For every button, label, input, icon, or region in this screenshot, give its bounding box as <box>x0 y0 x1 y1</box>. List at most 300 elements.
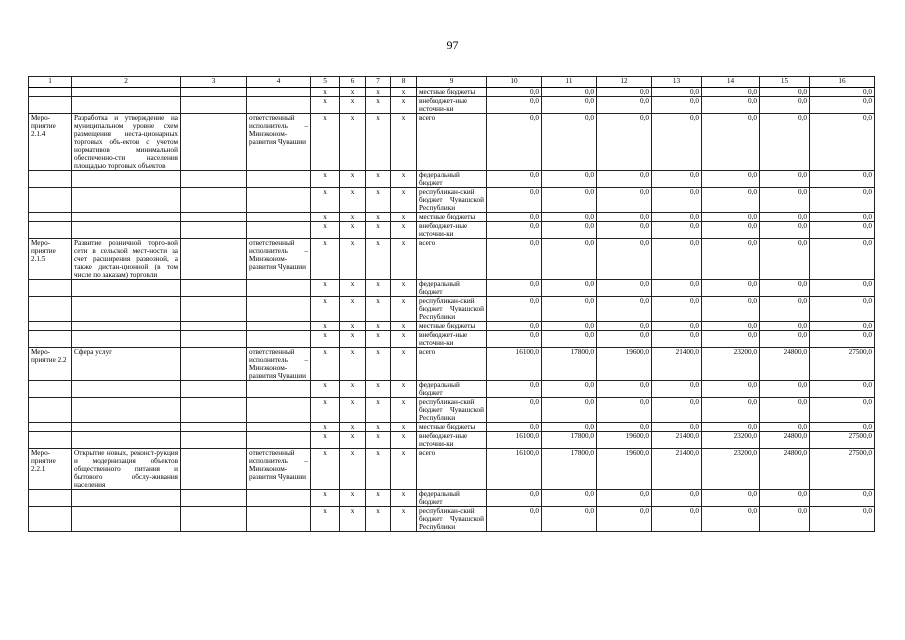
mark-cell: x <box>391 490 417 507</box>
value-cell: 0,0 <box>597 507 652 532</box>
funding-source: местные бюджеты <box>417 322 487 331</box>
value-cell: 0,0 <box>652 297 702 322</box>
measure-name <box>72 213 181 222</box>
measure-code <box>29 381 72 398</box>
value-cell: 0,0 <box>702 423 760 432</box>
column-header: 6 <box>340 77 366 88</box>
funding-source: внебюджет-ные источни-ки <box>417 97 487 114</box>
table-row <box>29 171 875 188</box>
value-cell: 0,0 <box>760 398 810 423</box>
mark-cell: x <box>391 97 417 114</box>
value-cell: 0,0 <box>760 97 810 114</box>
funding-source: местные бюджеты <box>417 423 487 432</box>
value-cell: 0,0 <box>652 88 702 97</box>
value-cell: 0,0 <box>487 331 542 348</box>
value-cell: 27500,0 <box>810 449 875 490</box>
column-header: 11 <box>542 77 597 88</box>
measure-code <box>29 280 72 297</box>
table-row <box>29 297 875 322</box>
measure-name <box>72 297 181 322</box>
funding-source: всего <box>417 239 487 280</box>
value-cell: 16100,0 <box>487 432 542 449</box>
col3-cell <box>181 449 247 490</box>
value-cell: 21400,0 <box>652 449 702 490</box>
table-row <box>29 331 875 348</box>
col3-cell <box>181 213 247 222</box>
value-cell: 0,0 <box>810 280 875 297</box>
column-header: 4 <box>247 77 311 88</box>
value-cell: 0,0 <box>542 114 597 171</box>
value-cell: 0,0 <box>810 423 875 432</box>
mark-cell: x <box>366 490 391 507</box>
value-cell: 0,0 <box>542 297 597 322</box>
funding-source: внебюджет-ные источни-ки <box>417 222 487 239</box>
value-cell: 0,0 <box>487 398 542 423</box>
measure-code <box>29 222 72 239</box>
mark-cell: x <box>366 88 391 97</box>
mark-cell: x <box>340 381 366 398</box>
mark-cell: x <box>311 114 340 171</box>
value-cell: 0,0 <box>597 88 652 97</box>
value-cell: 24800,0 <box>760 348 810 381</box>
value-cell: 0,0 <box>760 171 810 188</box>
mark-cell: x <box>366 188 391 213</box>
value-cell: 0,0 <box>760 490 810 507</box>
measure-code: Меро-приятие 2.2.1 <box>29 449 72 490</box>
measure-name <box>72 171 181 188</box>
value-cell: 0,0 <box>652 222 702 239</box>
value-cell: 0,0 <box>760 222 810 239</box>
value-cell: 0,0 <box>810 490 875 507</box>
mark-cell: x <box>340 280 366 297</box>
measure-code <box>29 490 72 507</box>
value-cell: 0,0 <box>487 239 542 280</box>
value-cell: 0,0 <box>702 322 760 331</box>
measure-code <box>29 88 72 97</box>
measure-code <box>29 398 72 423</box>
measure-code <box>29 507 72 532</box>
value-cell: 0,0 <box>487 297 542 322</box>
value-cell: 0,0 <box>597 114 652 171</box>
value-cell: 0,0 <box>702 280 760 297</box>
value-cell: 23200,0 <box>702 449 760 490</box>
measure-name <box>72 423 181 432</box>
value-cell: 0,0 <box>487 490 542 507</box>
executor-cell: ответственный исполнитель – Минэконом-развития Чувашии <box>247 449 311 490</box>
value-cell: 21400,0 <box>652 432 702 449</box>
col3-cell <box>181 381 247 398</box>
measure-code <box>29 423 72 432</box>
mark-cell: x <box>366 322 391 331</box>
mark-cell: x <box>391 507 417 532</box>
value-cell: 0,0 <box>597 222 652 239</box>
value-cell: 16100,0 <box>487 348 542 381</box>
value-cell: 0,0 <box>652 398 702 423</box>
value-cell: 0,0 <box>652 171 702 188</box>
value-cell: 0,0 <box>487 188 542 213</box>
col3-cell <box>181 423 247 432</box>
mark-cell: x <box>340 213 366 222</box>
value-cell: 0,0 <box>652 331 702 348</box>
mark-cell: x <box>340 432 366 449</box>
mark-cell: x <box>366 239 391 280</box>
value-cell: 0,0 <box>810 381 875 398</box>
executor-cell <box>247 213 311 222</box>
mark-cell: x <box>340 398 366 423</box>
measure-code <box>29 322 72 331</box>
value-cell: 0,0 <box>487 222 542 239</box>
mark-cell: x <box>366 423 391 432</box>
value-cell: 0,0 <box>542 490 597 507</box>
value-cell: 0,0 <box>542 213 597 222</box>
funding-source: федеральный бюджет <box>417 171 487 188</box>
value-cell: 0,0 <box>652 381 702 398</box>
column-header: 7 <box>366 77 391 88</box>
value-cell: 0,0 <box>810 88 875 97</box>
value-cell: 0,0 <box>760 297 810 322</box>
value-cell: 0,0 <box>487 171 542 188</box>
col3-cell <box>181 297 247 322</box>
measure-name <box>72 88 181 97</box>
table-row <box>29 432 875 449</box>
value-cell: 16100,0 <box>487 449 542 490</box>
measure-name: Открытие новых, реконст-рукция и модернизация объектов общественного питания и бытового обслу-живания населения <box>72 449 181 490</box>
value-cell: 19600,0 <box>597 432 652 449</box>
col3-cell <box>181 507 247 532</box>
value-cell: 0,0 <box>542 331 597 348</box>
col3-cell <box>181 398 247 423</box>
mark-cell: x <box>391 348 417 381</box>
mark-cell: x <box>366 331 391 348</box>
measure-name <box>72 188 181 213</box>
mark-cell: x <box>340 423 366 432</box>
executor-cell: ответственный исполнитель – Минэконом-развития Чувашии <box>247 239 311 280</box>
value-cell: 0,0 <box>702 381 760 398</box>
value-cell: 0,0 <box>760 114 810 171</box>
table-row <box>29 348 875 381</box>
mark-cell: x <box>340 114 366 171</box>
funding-source: федеральный бюджет <box>417 381 487 398</box>
column-header: 13 <box>652 77 702 88</box>
mark-cell: x <box>391 449 417 490</box>
value-cell: 0,0 <box>702 297 760 322</box>
measure-code: Меро-приятие 2.1.4 <box>29 114 72 171</box>
measure-code <box>29 171 72 188</box>
mark-cell: x <box>366 507 391 532</box>
funding-source: всего <box>417 114 487 171</box>
value-cell: 19600,0 <box>597 348 652 381</box>
mark-cell: x <box>311 297 340 322</box>
value-cell: 0,0 <box>652 213 702 222</box>
mark-cell: x <box>366 222 391 239</box>
mark-cell: x <box>311 213 340 222</box>
executor-cell <box>247 297 311 322</box>
measure-name <box>72 432 181 449</box>
col3-cell <box>181 280 247 297</box>
funding-source: всего <box>417 449 487 490</box>
mark-cell: x <box>311 222 340 239</box>
col3-cell <box>181 188 247 213</box>
mark-cell: x <box>366 171 391 188</box>
value-cell: 0,0 <box>810 188 875 213</box>
table-row <box>29 490 875 507</box>
mark-cell: x <box>311 398 340 423</box>
executor-cell <box>247 322 311 331</box>
executor-cell <box>247 188 311 213</box>
column-header: 16 <box>810 77 875 88</box>
mark-cell: x <box>391 171 417 188</box>
value-cell: 0,0 <box>652 423 702 432</box>
value-cell: 0,0 <box>542 239 597 280</box>
measure-name <box>72 381 181 398</box>
table-row <box>29 381 875 398</box>
mark-cell: x <box>340 188 366 213</box>
mark-cell: x <box>366 449 391 490</box>
value-cell: 0,0 <box>652 114 702 171</box>
measure-code <box>29 97 72 114</box>
value-cell: 0,0 <box>760 322 810 331</box>
value-cell: 0,0 <box>542 381 597 398</box>
measure-name <box>72 507 181 532</box>
col3-cell <box>181 97 247 114</box>
value-cell: 0,0 <box>597 398 652 423</box>
measure-code: Меро-приятие 2.2 <box>29 348 72 381</box>
funding-source: республикан-ский бюджет Чувашской Республики <box>417 507 487 532</box>
mark-cell: x <box>391 432 417 449</box>
mark-cell: x <box>311 88 340 97</box>
funding-source: федеральный бюджет <box>417 280 487 297</box>
mark-cell: x <box>340 97 366 114</box>
column-header: 10 <box>487 77 542 88</box>
mark-cell: x <box>366 432 391 449</box>
executor-cell <box>247 490 311 507</box>
mark-cell: x <box>340 171 366 188</box>
value-cell: 24800,0 <box>760 432 810 449</box>
value-cell: 0,0 <box>597 280 652 297</box>
measure-name <box>72 322 181 331</box>
value-cell: 0,0 <box>810 322 875 331</box>
mark-cell: x <box>311 381 340 398</box>
measure-code: Меро-приятие 2.1.5 <box>29 239 72 280</box>
value-cell: 0,0 <box>597 322 652 331</box>
executor-cell <box>247 97 311 114</box>
mark-cell: x <box>340 297 366 322</box>
mark-cell: x <box>311 97 340 114</box>
column-header: 12 <box>597 77 652 88</box>
value-cell: 0,0 <box>652 239 702 280</box>
value-cell: 23200,0 <box>702 348 760 381</box>
mark-cell: x <box>391 381 417 398</box>
value-cell: 0,0 <box>702 490 760 507</box>
value-cell: 0,0 <box>702 171 760 188</box>
col3-cell <box>181 490 247 507</box>
page-number: 97 <box>446 38 459 52</box>
value-cell: 0,0 <box>597 423 652 432</box>
measure-name: Сфера услуг <box>72 348 181 381</box>
value-cell: 19600,0 <box>597 449 652 490</box>
value-cell: 0,0 <box>702 398 760 423</box>
executor-cell <box>247 432 311 449</box>
measure-code <box>29 297 72 322</box>
value-cell: 0,0 <box>652 490 702 507</box>
value-cell: 0,0 <box>702 188 760 213</box>
mark-cell: x <box>311 331 340 348</box>
value-cell: 0,0 <box>597 188 652 213</box>
funding-source: внебюджет-ные источни-ки <box>417 432 487 449</box>
value-cell: 0,0 <box>810 97 875 114</box>
measure-name <box>72 490 181 507</box>
col3-cell <box>181 222 247 239</box>
value-cell: 0,0 <box>702 114 760 171</box>
mark-cell: x <box>391 213 417 222</box>
value-cell: 0,0 <box>760 188 810 213</box>
value-cell: 0,0 <box>652 280 702 297</box>
value-cell: 0,0 <box>810 239 875 280</box>
value-cell: 0,0 <box>487 322 542 331</box>
value-cell: 0,0 <box>652 322 702 331</box>
executor-cell: ответственный исполнитель – Минэконом-развития Чувашии <box>247 114 311 171</box>
mark-cell: x <box>311 239 340 280</box>
value-cell: 0,0 <box>542 97 597 114</box>
header-row <box>29 77 875 88</box>
table-row <box>29 188 875 213</box>
value-cell: 0,0 <box>760 507 810 532</box>
value-cell: 0,0 <box>760 381 810 398</box>
column-header: 5 <box>311 77 340 88</box>
value-cell: 0,0 <box>810 297 875 322</box>
measure-code <box>29 331 72 348</box>
executor-cell <box>247 423 311 432</box>
mark-cell: x <box>366 297 391 322</box>
value-cell: 0,0 <box>542 88 597 97</box>
measure-name: Разработка и утверждение на муниципальном уровне схем размещения неста-ционарных торговых объ-ектов с учетом нормативов минимальной обеспеченно-сти населения площадью торговых объектов <box>72 114 181 171</box>
measure-code <box>29 188 72 213</box>
column-header: 1 <box>29 77 72 88</box>
value-cell: 0,0 <box>652 188 702 213</box>
mark-cell: x <box>391 331 417 348</box>
table-row <box>29 280 875 297</box>
value-cell: 0,0 <box>542 398 597 423</box>
value-cell: 0,0 <box>597 171 652 188</box>
value-cell: 0,0 <box>487 507 542 532</box>
value-cell: 0,0 <box>487 423 542 432</box>
value-cell: 0,0 <box>487 97 542 114</box>
mark-cell: x <box>311 171 340 188</box>
mark-cell: x <box>311 449 340 490</box>
mark-cell: x <box>391 88 417 97</box>
value-cell: 0,0 <box>597 97 652 114</box>
value-cell: 0,0 <box>542 322 597 331</box>
mark-cell: x <box>340 490 366 507</box>
funding-source: республикан-ский бюджет Чувашской Республики <box>417 398 487 423</box>
value-cell: 0,0 <box>702 222 760 239</box>
value-cell: 17800,0 <box>542 348 597 381</box>
mark-cell: x <box>366 398 391 423</box>
mark-cell: x <box>311 507 340 532</box>
mark-cell: x <box>391 239 417 280</box>
value-cell: 0,0 <box>810 398 875 423</box>
executor-cell <box>247 171 311 188</box>
col3-cell <box>181 88 247 97</box>
value-cell: 0,0 <box>702 88 760 97</box>
measure-name: Развитие розничной торго-вой сети в сельской мест-ности за счет расширения развозной, а также дистан-ционной (в том числе по заказам) торговли <box>72 239 181 280</box>
col3-cell <box>181 331 247 348</box>
mark-cell: x <box>340 239 366 280</box>
value-cell: 21400,0 <box>652 348 702 381</box>
budget-table <box>28 76 875 532</box>
mark-cell: x <box>366 348 391 381</box>
mark-cell: x <box>311 490 340 507</box>
value-cell: 0,0 <box>542 188 597 213</box>
value-cell: 0,0 <box>702 331 760 348</box>
value-cell: 27500,0 <box>810 348 875 381</box>
mark-cell: x <box>311 188 340 213</box>
value-cell: 0,0 <box>597 213 652 222</box>
mark-cell: x <box>340 507 366 532</box>
funding-source: республикан-ский бюджет Чувашской Республики <box>417 297 487 322</box>
mark-cell: x <box>340 449 366 490</box>
mark-cell: x <box>311 280 340 297</box>
measure-name <box>72 222 181 239</box>
executor-cell <box>247 222 311 239</box>
mark-cell: x <box>391 398 417 423</box>
value-cell: 0,0 <box>810 213 875 222</box>
funding-source: внебюджет-ные источни-ки <box>417 331 487 348</box>
mark-cell: x <box>391 423 417 432</box>
value-cell: 0,0 <box>810 331 875 348</box>
table-row <box>29 507 875 532</box>
mark-cell: x <box>340 331 366 348</box>
value-cell: 0,0 <box>597 331 652 348</box>
table-row <box>29 213 875 222</box>
value-cell: 0,0 <box>760 331 810 348</box>
value-cell: 0,0 <box>542 423 597 432</box>
executor-cell <box>247 507 311 532</box>
value-cell: 0,0 <box>760 423 810 432</box>
mark-cell: x <box>340 348 366 381</box>
mark-cell: x <box>311 423 340 432</box>
column-header: 15 <box>760 77 810 88</box>
table-row <box>29 398 875 423</box>
table-row <box>29 322 875 331</box>
mark-cell: x <box>391 322 417 331</box>
executor-cell <box>247 331 311 348</box>
table-row <box>29 222 875 239</box>
col3-cell <box>181 322 247 331</box>
value-cell: 27500,0 <box>810 432 875 449</box>
mark-cell: x <box>311 432 340 449</box>
measure-name <box>72 97 181 114</box>
table-row <box>29 239 875 280</box>
value-cell: 0,0 <box>810 222 875 239</box>
mark-cell: x <box>340 222 366 239</box>
value-cell: 0,0 <box>760 239 810 280</box>
value-cell: 0,0 <box>810 507 875 532</box>
funding-source: местные бюджеты <box>417 213 487 222</box>
funding-source: республикан-ский бюджет Чувашской Республики <box>417 188 487 213</box>
table-row <box>29 88 875 97</box>
mark-cell: x <box>391 188 417 213</box>
mark-cell: x <box>391 114 417 171</box>
value-cell: 17800,0 <box>542 432 597 449</box>
funding-source: федеральный бюджет <box>417 490 487 507</box>
table-row <box>29 449 875 490</box>
value-cell: 0,0 <box>542 171 597 188</box>
column-header: 3 <box>181 77 247 88</box>
value-cell: 0,0 <box>702 97 760 114</box>
value-cell: 0,0 <box>597 490 652 507</box>
column-header: 8 <box>391 77 417 88</box>
